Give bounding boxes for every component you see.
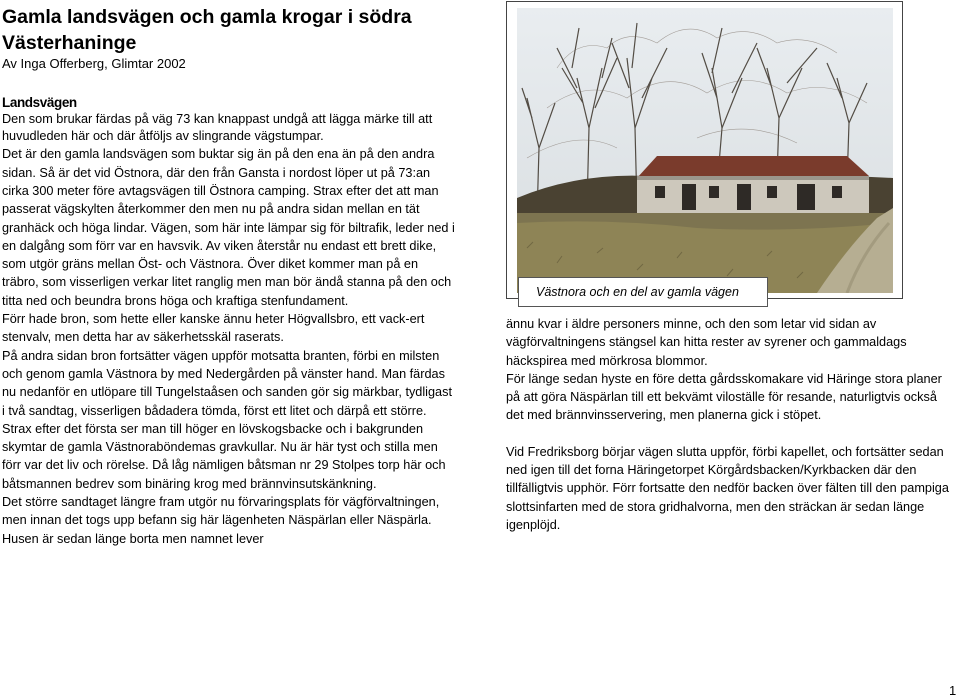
paragraph: ännu kvar i äldre personers minne, och den som letar vid sidan av vägförvaltningens stängsel kan hitta rester av syrener och gammaldags häckspirea med mörkrosa blommor. bbox=[506, 317, 907, 368]
document-title: Gamla landsvägen och gamla krogar i södra Västerhaninge bbox=[2, 6, 412, 54]
photo-frame bbox=[506, 1, 903, 299]
paragraph: Det är den gamla landsvägen som buktar sig än på den ena än på den andra sidan. Så är det vid Östnora, där den från Gansta i nordost löper ut på 73:an cirka 300 meter före avtagsvägen till Östnora camping. Strax efter det att man passerat vägskylten återkommer den men nu på andra sidan mellan en tät granhäck och höga lindar. Vägen, som här inte lämpar sig för biltrafik, leder ned i en dalgång som förr var en havsvik. Av viken återstår nu endast ett brett dike, som utgör gräns mellan Öst- och Västnora. Över diket kommer man på en träbro, som visserligen verkar litet ranglig men man bör ändå stanna på den och titta ned och beundra brons höga och kraftiga stenfundament. bbox=[2, 147, 455, 308]
lead-paragraph: Den som brukar färdas på väg 73 kan knappast undgå att lägga märke till att huvudleden här och där åtföljs av slingrande vägstumpar. bbox=[2, 112, 433, 144]
paragraph: För länge sedan hyste en före detta gårdsskomakare vid Häringe stora planer på att göra Näspärlan till ett bekvämt viloställe för resande, naturligtvis också det med brännvinsservering, men planerna gick i stöpet. bbox=[506, 371, 942, 423]
paragraph: På andra sidan bron fortsätter vägen uppför motsatta branten, förbi en milsten och genom gamla Västnora by med Nedergården på vänster hand. Man färdas nu nedanför en utlöpare till Tungelstaåsen och sanden gör sig märkbar, tydligast i två sandtag, visserligen bådadera tömda, först ett litet och därpå ett större. Strax efter det första ser man till höger en lövskogsbacke och i bakgrunden skymtar de gamla Västnoraböndemas gravkullar. Nu är här tyst och stilla men förr var det liv och rörelse. Då låg nämligen båtsman nr 29 Stolpes torp här och båtsmannen bedrev som binäring krog med brännvinsutskänkning. bbox=[2, 348, 452, 491]
paragraph: Det större sandtaget längre fram utgör nu förvaringsplats för vägförvaltningen, men innan det togs upp befann sig här lägenheten Näspärlan eller Näspärla. Husen är sedan länge borta men namnet lever bbox=[2, 495, 440, 546]
right-column bbox=[506, 315, 956, 534]
photo-caption: Västnora och en del av gamla vägen bbox=[518, 277, 768, 307]
paragraph: Vid Fredriksborg börjar vägen slutta uppför, förbi kapellet, och fortsätter sedan ned igen till det forna Häringetorpet Körgårdsbacken/Kyrkbacken där den tillfälligtvis upphör. Förr fortsatte den nedför backen över fälten till den pampiga slottsinfarten med de stora gridhalvorna, men den sträckan är sedan länge igenplöjd. bbox=[506, 444, 949, 532]
byline: Av Inga Offerberg, Glimtar 2002 bbox=[2, 56, 186, 71]
farm-photo bbox=[517, 8, 893, 293]
paragraph: Förr hade bron, som hette eller kanske ännu heter Högvallsbro, ett vack-ert stenvalv, men detta har av säkerhetsskäl raserats. bbox=[2, 312, 425, 345]
left-column bbox=[2, 94, 457, 548]
page-number: 1 bbox=[949, 683, 957, 698]
paragraph-spacer bbox=[506, 425, 956, 443]
section-heading: Landsvägen bbox=[2, 95, 77, 110]
